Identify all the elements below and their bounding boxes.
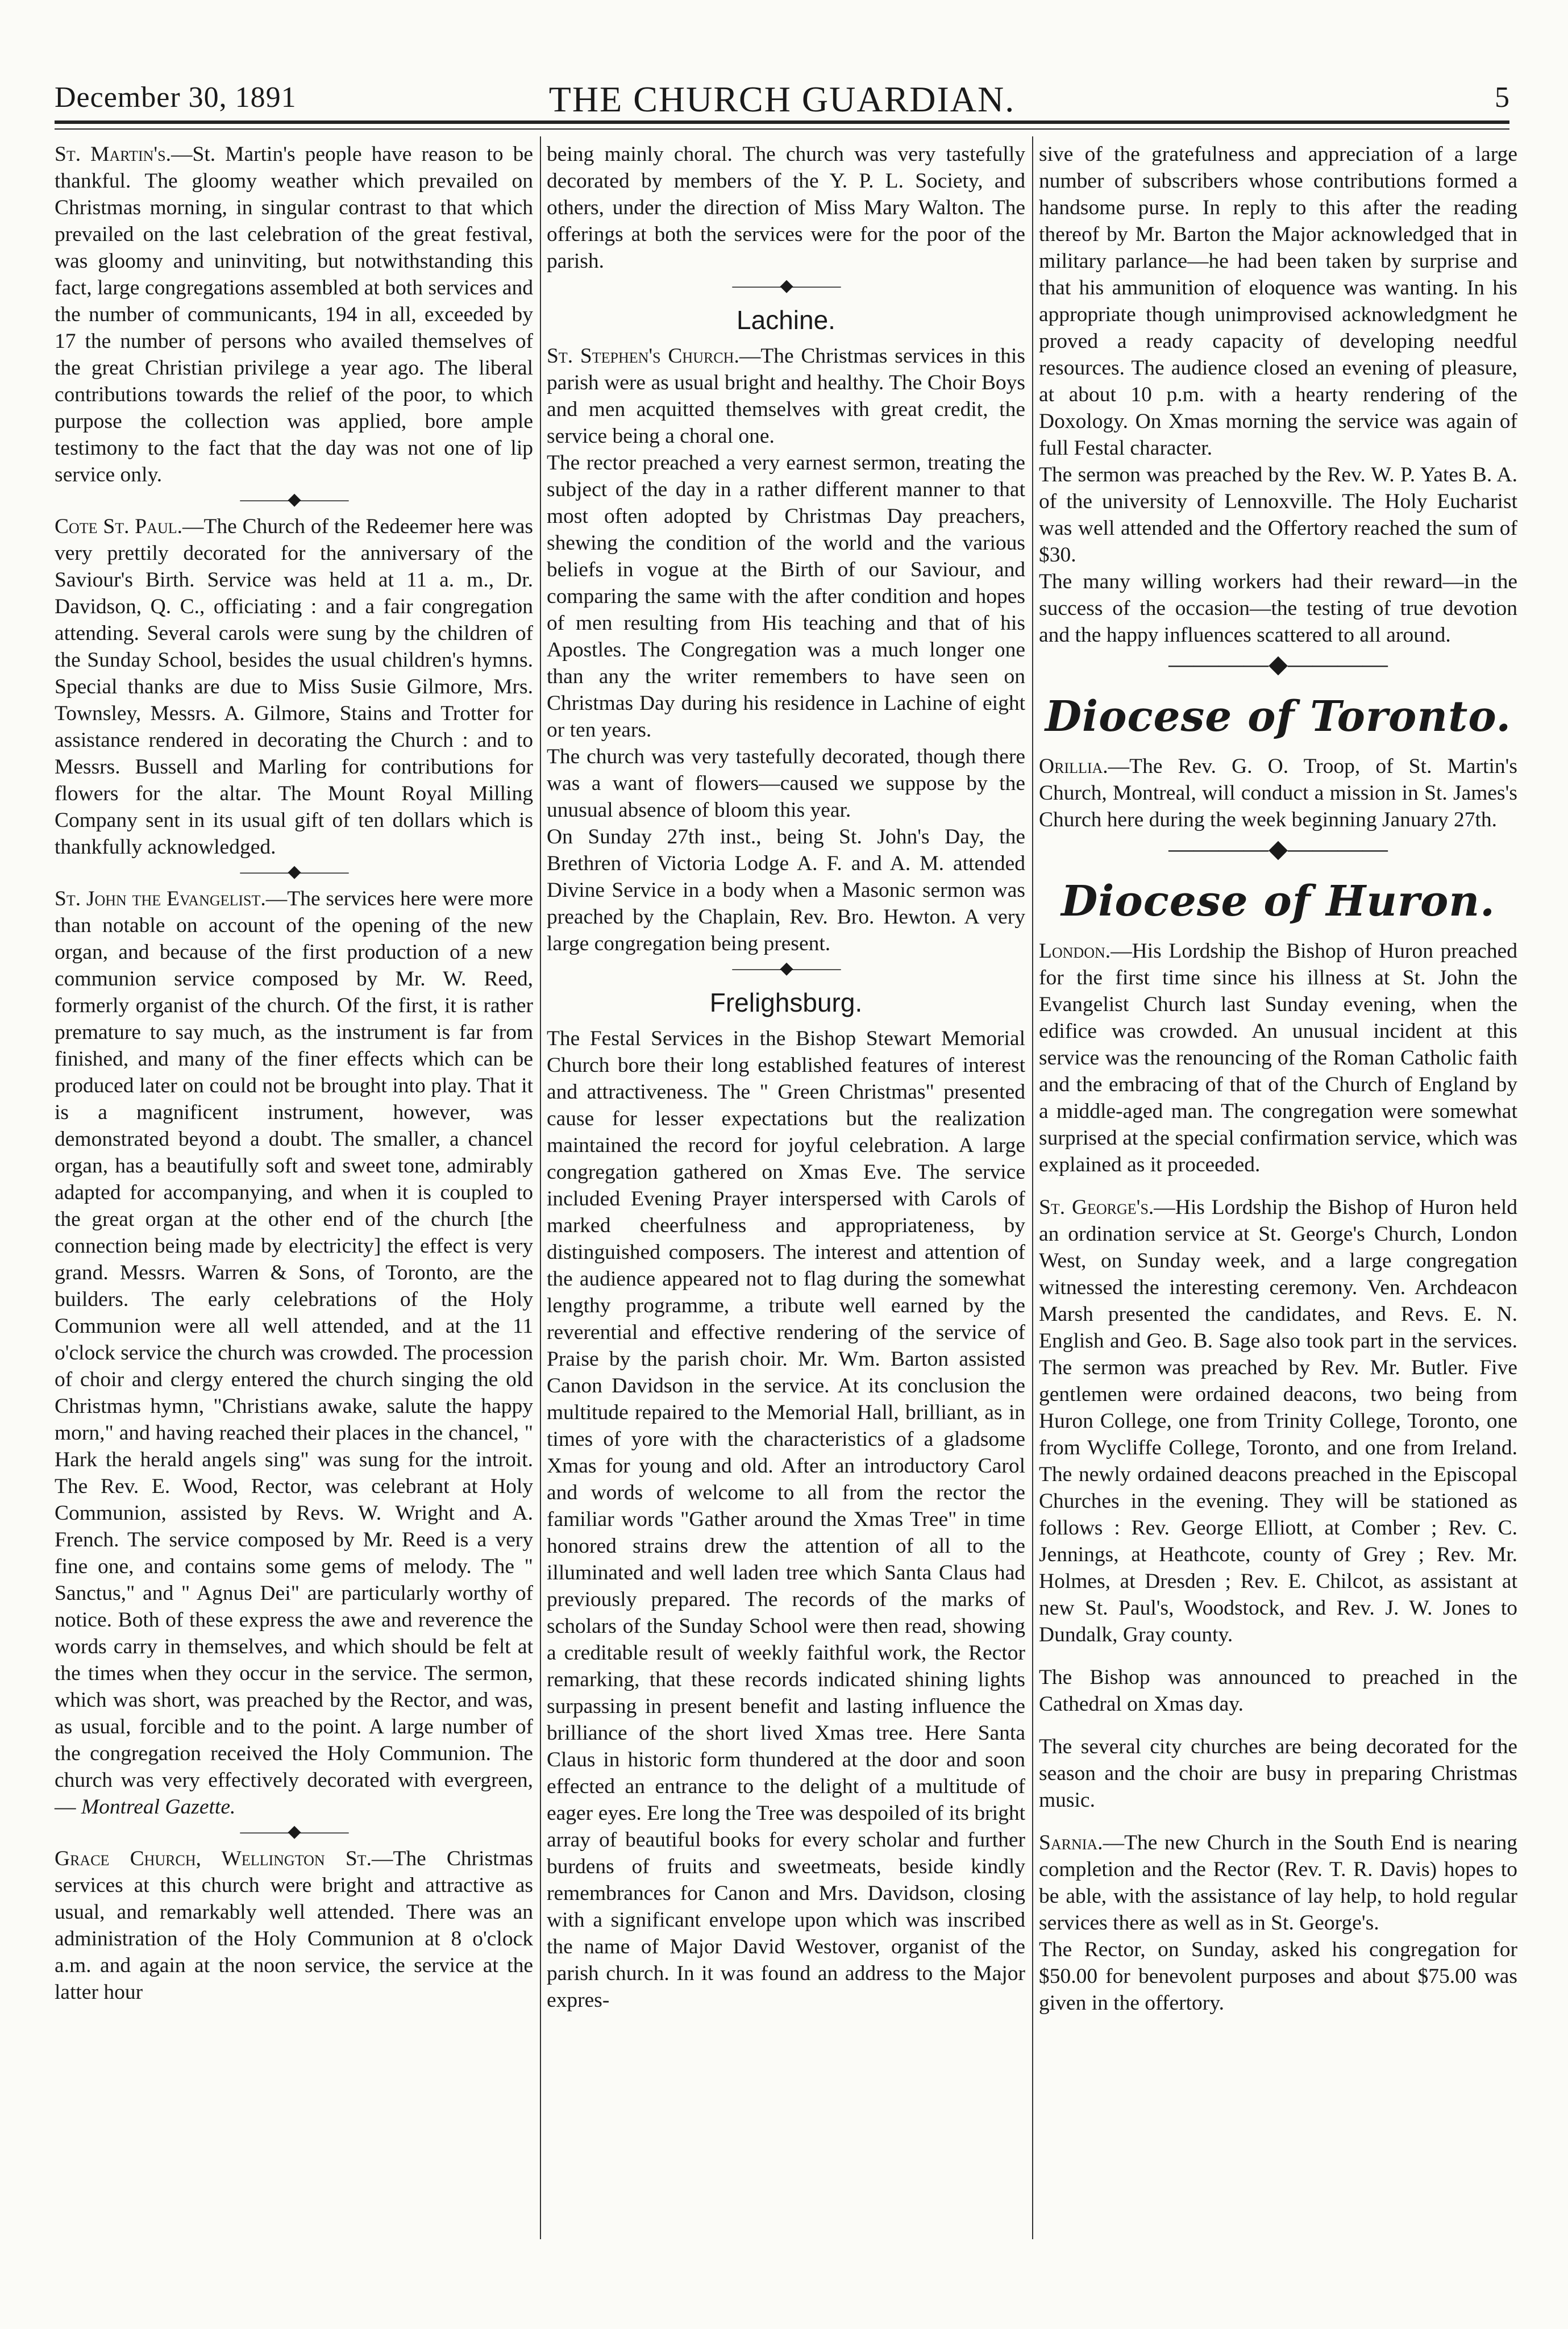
parish-heading: Lachine.	[737, 305, 835, 335]
article-lead: Grace Church, Wellington St.	[55, 1847, 372, 1870]
article-paragraph	[1039, 461, 1517, 568]
article-paragraph	[55, 141, 533, 488]
article-paragraph	[55, 1845, 533, 2006]
article-lead: Cote St. Paul.	[55, 515, 182, 538]
article-paragraph	[547, 824, 1025, 957]
diocese-heading: Diocese of Toronto.	[1045, 692, 1512, 741]
article-paragraph	[1039, 568, 1517, 648]
article-text: The Rector, on Sunday, asked his congregation for $50.00 for benevolent purposes and about $75.00 was given in the offertory.	[1039, 1938, 1517, 2015]
article-text: The Bishop was announced to preached in the Cathedral on Xmas day.	[1039, 1666, 1517, 1716]
article-paragraph	[1039, 1733, 1517, 1814]
article-paragraph	[1039, 1664, 1517, 1717]
article-text: On Sunday 27th inst., being St. John's Day, the Brethren of Victoria Lodge A. F. and A. M. attended Divine Service in a body when a Masonic sermon was preached by the Chaplain, Rev. Bro. Hewton. A very large congregation being present.	[547, 825, 1025, 955]
article-paragraph	[1039, 938, 1517, 1178]
article-text: being mainly choral. The church was very tastefully decorated by members of the Y. P. L. Society, and others, under the direction of Miss Mary Walton. The offerings at both the services were for the poor of the parish.	[547, 143, 1025, 273]
section-separator: ———◆———	[240, 490, 348, 509]
article-lead: St. George's.	[1039, 1196, 1154, 1219]
section-separator: ———◆———	[732, 276, 840, 295]
column-1	[55, 141, 533, 2006]
article-text: The many willing workers had their reward—in the success of the occasion—the testing of true devotion and the happy influences scattered to all around.	[1039, 570, 1517, 647]
article-paragraph	[55, 885, 533, 1820]
page-number: 5	[1495, 81, 1509, 114]
article-text: —The services here were more than notable on account of the opening of the new organ, and because of the first production of a new communion service composed by Mr. W. Reed, formerly organist of the church. Of the first, it is rather premature to say much, as the instrument is far from finished, and many of the finer effects which can be produced later on could not be brought into play. That it is a magnificent instrument, however, was demonstrated beyond a doubt. The smaller, a chancel organ, has a beautifully soft and sweet tone, admirably adapted for accompanying, and when it is coupled to the great organ at the other end of the church [the connection being made by electricity] the effect is very grand. Messrs. Warren & Sons, of Toronto, are the builders. The early celebrations of the Holy Communion were all well attended, and at the 11 o'clock service the church was crowded. The procession of choir and clergy entered the church singing the old Christmas hymn, "Christians awake, salute the happy morn," and having reached their places in the chancel, " Hark the herald angels sing" was sung for the introit. The Rev. E. Wood, Rector, was celebrant at Holy Communion, assisted by Revs. W. Wright and A. French. The service composed by Mr. Reed is a very fine one, and contains some gems of melody. The " Sanctus," and " Agnus Dei" are particularly worthy of notice. Both of these express the awe and reverence the words carry in themselves, and which should be felt at the times when they occur in the service. The sermon, which was short, was preached by the Rector, and was, as usual, forcible and to the point. A large number of the congregation received the Holy Communion. The church was very effectively decorated with evergreen,—	[55, 887, 533, 1819]
article-paragraph	[1039, 141, 1517, 461]
article-paragraph	[1039, 1829, 1517, 1936]
spacer	[1039, 1648, 1517, 1664]
section-separator: ———◆———	[240, 1822, 348, 1841]
article-lead: Orillia.	[1039, 755, 1108, 778]
spacer	[1039, 1178, 1517, 1194]
article-paragraph	[1039, 753, 1517, 833]
article-text: —His Lordship the Bishop of Huron preached for the first time since his illness at St. John the Evangelist Church last Sunday evening, when the edifice was crowded. An unusual incident at this service was the renouncing of the Roman Catholic faith and the embracing of that of the Church of England by a middle-aged man. The congregation were somewhat surprised at the special confirmation service, which was explained as it proceeded.	[1039, 939, 1517, 1176]
article-text: —The Rev. G. O. Troop, of St. Martin's Church, Montreal, will conduct a mission in St. James's Church here during the week beginning January 27th.	[1039, 755, 1517, 831]
article-text: The church was very tastefully decorated, though there was a want of flowers—caused we suppose by the unusual absence of bloom this year.	[547, 745, 1025, 822]
article-text: The rector preached a very earnest sermon, treating the subject of the day in a rather different manner to that most often adopted by Christmas Day preachers, shewing the condition of the world and the various beliefs in vogue at the Birth of our Saviour, and comparing the same with the after condition and hopes of men resulting from His teaching and that of his Apostles. The Congregation was a much longer one than any the writer remembers to have seen on Christmas Day during his residence in Lachine of eight or ten years.	[547, 451, 1025, 742]
article-text: —The Christmas services in this parish were as usual bright and healthy. The Choir Boys and men acquitted themselves with great credit, the service being a choral one.	[547, 344, 1025, 448]
article-paragraph	[547, 743, 1025, 824]
page-header	[55, 68, 1509, 119]
article-text: —His Lordship the Bishop of Huron held an ordination service at St. George's Church, London West, on Sunday week, and a large congregation witnessed the interesting ceremony. Ven. Archdeacon Marsh presented the candidates, and Revs. E. N. English and Geo. B. Sage also took part in the services. The sermon was preached by Rev. Mr. Butler. Five gentlemen were ordained deacons, two being from Huron College, one from Trinity College, Toronto, one from Wycliffe College, Toronto, and one from Ireland. The newly ordained deacons preached in the Episcopal Churches in the evening. They will be stationed as follows : Rev. George Elliott, at Comber ; Rev. C. Jennings, at Heathcote, county of Grey ; Rev. Mr. Holmes, at Dresden ; Rev. E. Chilcot, as assistant at new St. Paul's, Woodstock, and Rev. J. W. Jones to Dundalk, Gray county.	[1039, 1196, 1517, 1646]
article-paragraph	[1039, 1194, 1517, 1648]
article-text: The several city churches are being decorated for the season and the choir are busy in preparing Christmas music.	[1039, 1735, 1517, 1812]
article-text: The Festal Services in the Bishop Stewart Memorial Church bore their long established features of interest and attractiveness. The " Green Christmas" presented cause for lesser expectations but the realization maintained the record for joyful celebration. A large congregation gathered on Xmas Eve. The service included Evening Prayer interspersed with Carols of marked cheerfulness and appropriateness, by distinguished composers. The interest and attention of the audience appeared not to flag during the somewhat lengthy programme, a tribute well earned by the reverential and effective rendering of the service of Praise by the parish choir. Mr. Wm. Barton assisted Canon Davidson in the service. At its conclusion the multitude repaired to the Memorial Hall, brilliant, as in times of yore with the characteristics of a gladsome Xmas for young and old. After an introductory Carol and words of welcome to all from the rector the familiar words "Gather around the Xmas Tree" in time honored strains drew the attention of all to the illuminated and well laden tree which Santa Claus had previously prepared. The records of the marks of scholars of the Sunday School were then read, showing a creditable result of weekly faithful work, the Rector remarking, that these records indicated shining lights surpassing in present benefit and lasting influence the brilliance of the short lived Xmas tree. Here Santa Claus in historic form thundered at the door and soon effected an entrance to the delight of a multitude of eager eyes. Ere long the Tree was despoiled of its bright array of beautiful books for every scholar and further burdens of fruits and sweetmeats, beside kindly remembrances for Canon and Mrs. Davidson, closing with a significant envelope upon which was inscribed the name of Major David Westover, organist of the parish church. In it was found an address to the Major expres-	[547, 1027, 1025, 2012]
spacer	[1039, 1717, 1517, 1733]
article-paragraph	[547, 141, 1025, 275]
parish-heading: Frelighsburg.	[709, 988, 863, 1017]
column-divider	[1032, 136, 1033, 2239]
article-source: Montreal Gazette.	[81, 1795, 236, 1819]
article-lead: Sarnia.	[1039, 1831, 1103, 1854]
spacer	[1039, 1814, 1517, 1829]
diocese-heading: Diocese of Huron.	[1061, 877, 1495, 926]
column-3	[1039, 141, 1517, 2016]
article-paragraph	[547, 343, 1025, 450]
article-lead: St. Stephen's Church.	[547, 344, 739, 368]
article-text: —St. Martin's people have reason to be thankful. The gloomy weather which prevailed on Christmas morning, in singular contrast to that which prevailed on the last celebration of the great festival, was gloomy and uninviting, but notwithstanding this fact, large congregations assembled at both services and the number of communicants, 194 in all, exceeded by 17 the number of persons who availed themselves of the great Christian privilege a year ago. The liberal contributions towards the relief of the poor, to which purpose the collection was applied, bore ample testimony to the fact that the day was not one of lip service only.	[55, 143, 533, 486]
article-lead: St. John the Evangelist.	[55, 887, 266, 910]
article-text: The sermon was preached by the Rev. W. P. Yates B. A. of the university of Lennoxville. The Holy Eucharist was well attended and the Offertory reached the sum of $30.	[1039, 463, 1517, 567]
header-rule-thick	[55, 120, 1509, 124]
newspaper-title: THE CHURCH GUARDIAN.	[548, 79, 1016, 119]
article-paragraph	[55, 513, 533, 860]
article-paragraph	[1039, 1936, 1517, 2016]
section-separator: ————◆————	[1168, 835, 1388, 863]
article-text: —The Christmas services at this church were bright and attractive as usual, and remarkably well attended. There was an administration of the Holy Communion at 8 o'clock a.m. and again at the noon service, the service at the latter hour	[55, 1847, 533, 2004]
issue-date: December 30, 1891	[55, 81, 297, 114]
article-text: sive of the gratefulness and appreciation of a large number of subscribers whose contributions formed a handsome purse. In reply to this after the reading thereof by Mr. Barton the Major acknowledged that in military parlance—he had been taken by surprise and that his ammunition of eloquence was wanting. In his appropriate though unimprovised acknowledgment he proved a ready capacity of developing needful resources. The audience closed an evening of pleasure, at about 10 p.m. with a hearty rendering of the Doxology. On Xmas morning the service was again of full Festal character.	[1039, 143, 1517, 460]
article-lead: London.	[1039, 939, 1111, 963]
article-text: —The new Church in the South End is nearing completion and the Rector (Rev. T. R. Davis) hopes to be able, with the assistance of lay help, to hold regular services there as well as in St. George's.	[1039, 1831, 1517, 1935]
header-rule-thin	[55, 128, 1509, 130]
article-lead: St. Martin's.	[55, 143, 171, 166]
column-divider	[540, 136, 541, 2239]
section-separator: ———◆———	[732, 959, 840, 978]
article-paragraph	[547, 1025, 1025, 2014]
section-separator: ————◆————	[1168, 650, 1388, 678]
article-paragraph	[547, 450, 1025, 743]
article-text: —The Church of the Redeemer here was very prettily decorated for the anniversary of the Saviour's Birth. Service was held at 11 a. m., Dr. Davidson, Q. C., officiating : and a fair congregation attending. Several carols were sung by the children of the Sunday School, besides the usual children's hymns. Special thanks are due to Miss Susie Gilmore, Mrs. Townsley, Messrs. A. Gilmore, Stains and Trotter for assistance rendered in decorating the Church : and to Messrs. Bussell and Marling for contributions for flowers for the altar. The Mount Royal Milling Company sent in its usual gift of ten dollars which is thankfully acknowledged.	[55, 515, 533, 859]
column-2	[547, 141, 1025, 2014]
section-separator: ———◆———	[240, 862, 348, 881]
